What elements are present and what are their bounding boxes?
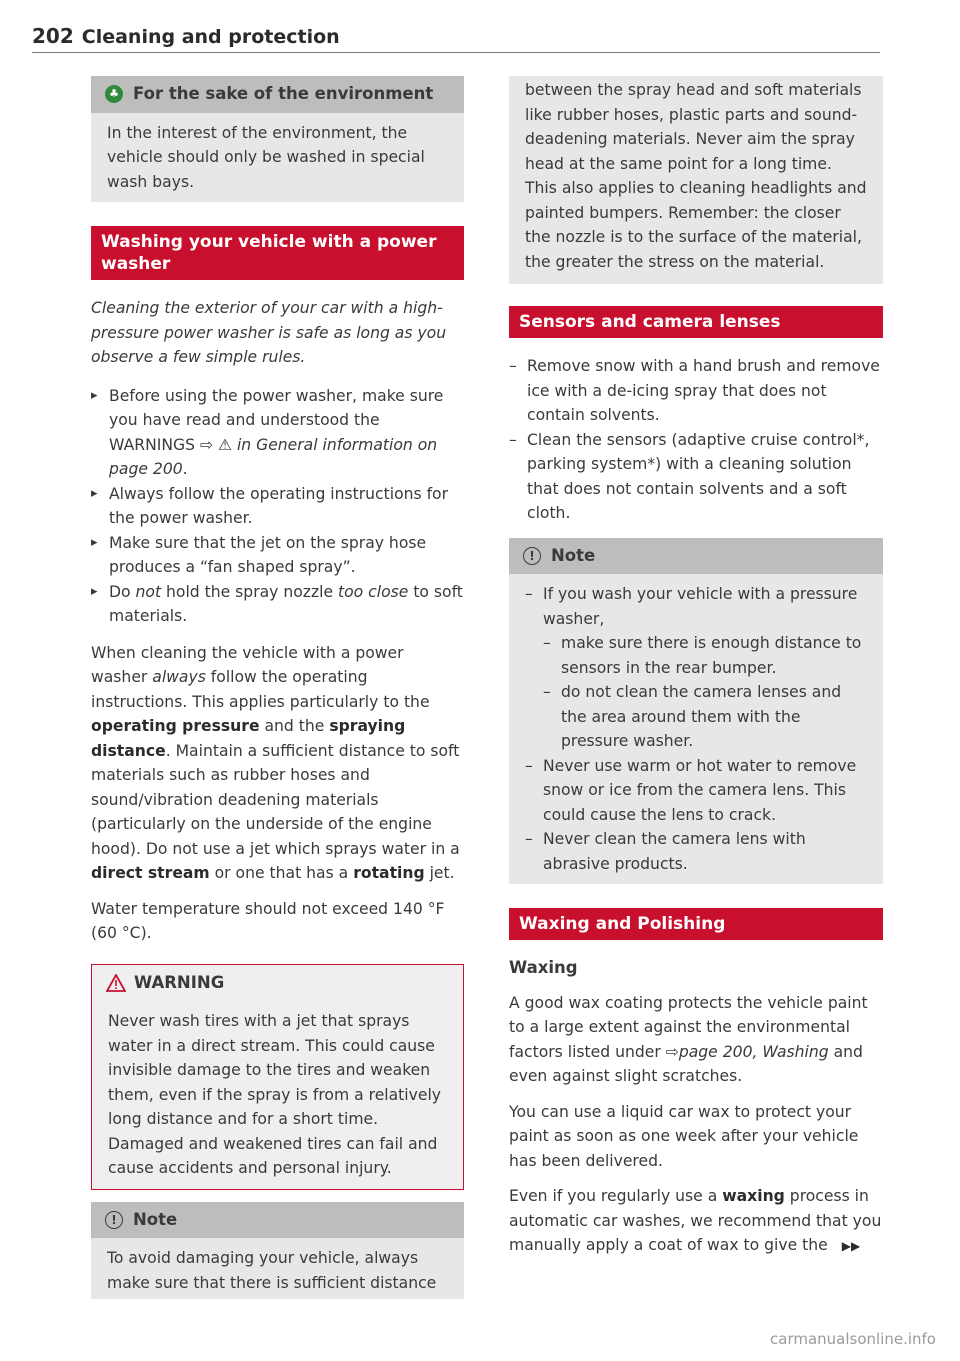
waxing-paragraph: Even if you regularly use a waxing process in automatic car washes, we recommend that you manually apply a coat of wax to give the ▶▶ (509, 1184, 883, 1259)
step-item: ▸ Do not hold the spray nozzle too close to soft materials. (91, 580, 464, 629)
list-item: – Never use warm or hot water to remove snow or ice from the camera lens. This could cause the lens to crack. (525, 754, 867, 828)
note-box-title: Note (133, 1209, 178, 1229)
environment-box-title: For the sake of the environment (133, 84, 434, 103)
subsection-title-waxing: Waxing (509, 958, 578, 977)
step-item: ▸ Make sure that the jet on the spray hose produces a “fan shaped spray”. (91, 531, 464, 580)
note-box-header (509, 538, 883, 575)
sensors-list (509, 354, 883, 526)
note-box-title: Note (551, 545, 596, 565)
warning-box-header (92, 965, 463, 1002)
environment-box-header (91, 76, 464, 113)
note-icon: ! (523, 547, 541, 565)
warning-box (91, 964, 464, 1190)
warning-box-title: WARNING (134, 972, 225, 992)
section-title-sensors: Sensors and camera lenses (509, 306, 883, 338)
waxing-paragraph: You can use a liquid car wax to protect your paint as soon as one week after your vehicle has been delivered. (509, 1102, 859, 1170)
power-washer-steps (91, 384, 464, 629)
environment-icon: ♣ (105, 85, 123, 103)
watermark: carmanualsonline.info (770, 1330, 936, 1348)
continue-arrow-icon: ▶▶ (841, 1239, 861, 1253)
environment-box-text: In the interest of the environment, the vehicle should only be washed in special wash bays. (107, 123, 425, 191)
arrow-ref-icon: ⇨ (199, 435, 214, 454)
cross-reference[interactable]: page 200, Washing (678, 1042, 829, 1061)
note-box-sensors (509, 538, 883, 885)
water-temperature: Water temperature should not exceed 140 °F (60 °C). (91, 899, 445, 942)
page-number: 202 (32, 24, 74, 48)
right-column (509, 76, 883, 1270)
step-item: ▸ Always follow the operating instructions for the power washer. (91, 482, 464, 531)
page-header (32, 24, 880, 54)
left-column (91, 76, 464, 1299)
cross-reference[interactable]: in General information on page 200 (109, 435, 438, 478)
note-box-power-washer (91, 1202, 464, 1300)
warning-triangle-icon (106, 974, 126, 992)
environment-box (91, 76, 464, 202)
list-item: – Clean the sensors (adaptive cruise control*, parking system*) with a cleaning solution that does not contain solvents and a soft cloth. (509, 428, 883, 526)
warning-triangle-icon: ⚠ (217, 435, 232, 454)
list-item: – If you wash your vehicle with a pressure washer, – make sure there is enough distance to sensors in the rear bumper. – do not clean the camera lenses and the area around them with the pressure washer. (525, 582, 867, 754)
arrow-ref-icon: ⇨ (665, 1042, 679, 1061)
warning-box-text: Never wash tires with a jet that sprays water in a direct stream. This could cause invisible damage to the tires and weaken them, even if the spray is from a relatively long distance and for a short time. Damaged and weakened tires can fail and cause accidents and personal injury. (92, 1001, 463, 1189)
page-section-title: Cleaning and protection (81, 26, 340, 48)
note-box-continuation: between the spray head and soft materials like rubber hoses, plastic parts and sound-deadening materials. Never aim the spray head at the same point for a long time. This also applies to cleaning headlights and painted bumpers. Remember: the closer the nozzle is to the surface of the material, the greater the stress on the material. (509, 76, 883, 284)
note-sublist (543, 631, 867, 754)
power-washer-paragraph: When cleaning the vehicle with a power washer always follow the operating instructions. This applies particularly to the operating pressure and the spraying distance. Maintain a sufficient distance to soft materials such as rubber hoses and sound/vibration deadening materials (particularly on the underside of the engine hood). Do not use a jet which sprays water in a direct stream or one that has a rotating jet. (91, 643, 460, 882)
note-box-text: To avoid damaging your vehicle, always make sure that there is sufficient distance (107, 1249, 437, 1292)
power-washer-lead: Cleaning the exterior of your car with a high-pressure power washer is safe as long as you observe a few simple rules. (91, 299, 447, 366)
note-box-body (509, 574, 883, 884)
step-item: ▸ Before using the power washer, make sure you have read and understood the WARNINGS ⇨ ⚠ in General information on page 200. (91, 384, 464, 482)
note-list (525, 582, 867, 876)
header-divider (32, 52, 880, 53)
note-icon: ! (105, 1211, 123, 1229)
list-item: – Remove snow with a hand brush and remove ice with a de-icing spray that does not contain solvents. (509, 354, 883, 428)
section-title-waxing: Waxing and Polishing (509, 908, 883, 940)
list-item: – Never clean the camera lens with abrasive products. (525, 827, 867, 876)
list-item: – make sure there is enough distance to sensors in the rear bumper. (543, 631, 867, 680)
section-title-power-washer: Washing your vehicle with a power washer (91, 226, 464, 280)
list-item: – do not clean the camera lenses and the area around them with the pressure washer. (543, 680, 867, 754)
waxing-paragraph: A good wax coating protects the vehicle paint to a large extent against the environmental factors listed under ⇨page 200, Washing and even against slight scratches. (509, 993, 868, 1085)
note-box-header (91, 1202, 464, 1239)
